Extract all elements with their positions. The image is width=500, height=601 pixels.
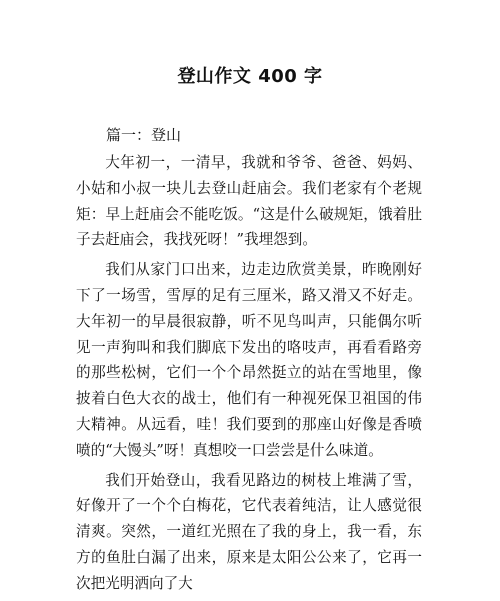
section-heading: 篇一：登山 xyxy=(106,126,182,144)
document-body xyxy=(76,150,422,601)
paragraph: 我们开始登山，我看见路边的树枝上堆满了雪，好像开了一个个白梅花，它代表着纯洁，让人感觉很清爽。突然，一道红光照在了我的身上，我一看，东方的鱼肚白漏了出来，原来是太阳公公来了，它再一次把光明洒向了大 xyxy=(76,471,422,592)
document-title: 登山作文 400 字 xyxy=(177,66,323,87)
paragraph: 大年初一，一清早，我就和爷爷、爸爸、妈妈、小姑和小叔一块儿去登山赶庙会。我们老家有个老规矩：早上赶庙会不能吃饭。“这是什么破规矩，饿着肚子去赶庙会，我找死呀！”我埋怨到。 xyxy=(76,154,422,249)
paragraph: 我们从家门口出来，边走边欣赏美景，昨晚刚好下了一场雪，雪厚的足有三厘米，路又滑又不好走。大年初一的早晨很寂静，听不见鸟叫声，只能偶尔听见一声狗叫和我们脚底下发出的咯吱声，再看看路旁的那些松树，它们一个个昂然挺立的站在雪地里，像披着白色大衣的战士，他们有一种视死保卫祖国的伟大精神。从远看，哇！我们要到的那座山好像是香喷喷的“大馒头”呀！真想咬一口尝尝是什么味道。 xyxy=(76,261,422,459)
